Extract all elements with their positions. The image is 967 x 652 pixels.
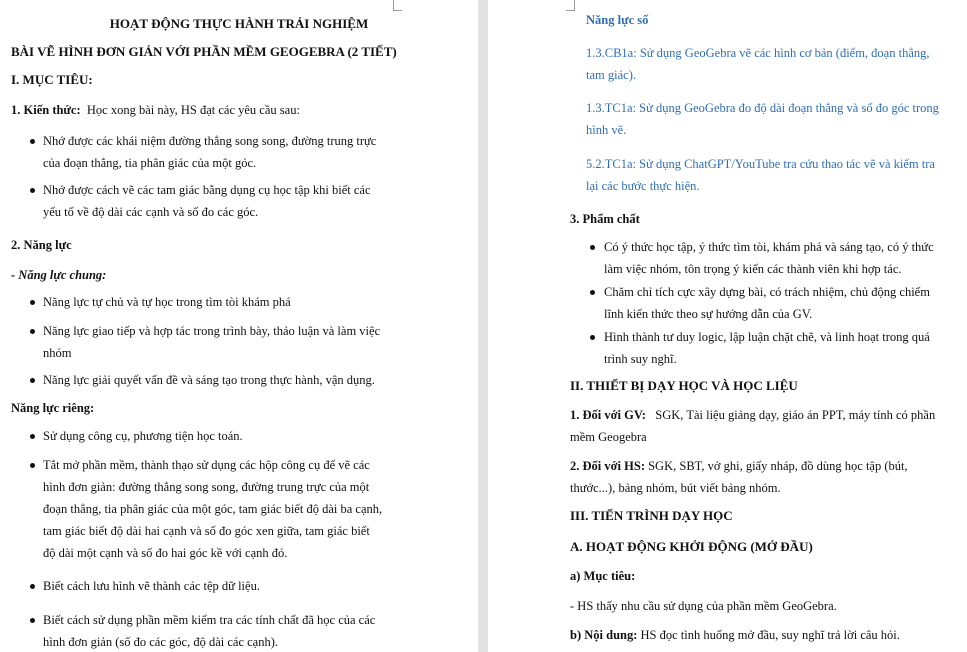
- list-item-line: độ dài một cạnh và số đo hai góc kề với cạnh đó.: [43, 546, 288, 560]
- content-label: b) Nội dung:: [570, 628, 638, 642]
- bullet-dot: [30, 139, 35, 144]
- gv-text: SGK, Tài liệu giảng dạy, giáo án PPT, máy tính có phần: [655, 408, 936, 422]
- list-item-line: Năng lực giao tiếp và hợp tác trong trình bày, thảo luận và làm việc: [43, 324, 381, 338]
- list-item-line: Biết cách lưu hình vẽ thành các tệp dữ liệu.: [43, 579, 260, 593]
- digital-item-line: hình vẽ.: [586, 123, 627, 137]
- gv-text-continued: mềm Geogebra: [570, 430, 647, 444]
- page-title: HOẠT ĐỘNG THỰC HÀNH TRẢI NGHIỆM: [109, 16, 369, 31]
- goal-text: - HS thấy nhu cầu sử dụng của phần mềm GeoGebra.: [570, 599, 837, 613]
- list-item-line: Năng lực tự chủ và tự học trong tìm tòi khám phá: [43, 295, 291, 309]
- bullet-dot: [30, 300, 35, 305]
- document-page-left: [0, 0, 478, 652]
- bullet-dot: [30, 434, 35, 439]
- list-item-line: Hình thành tư duy logic, lập luận chặt chẽ, và linh hoạt trong quá: [604, 330, 930, 344]
- list-item-line: Tắt mở phần mềm, thành thạo sử dụng các hộp công cụ để vẽ các: [43, 458, 370, 472]
- page-corner-mark: [393, 0, 402, 11]
- section-equipment-heading: II. THIẾT BỊ DẠY HỌC VÀ HỌC LIỆU: [570, 378, 798, 393]
- hs-label: 2. Đối với HS:: [570, 459, 645, 473]
- list-item-line: lĩnh kiến thức theo sự hướng dẫn của GV.: [604, 307, 813, 321]
- bullet-dot: [30, 584, 35, 589]
- goal-label: a) Mục tiêu:: [570, 569, 636, 583]
- quality-heading: 3. Phẩm chất: [570, 212, 640, 226]
- bullet-dot: [590, 335, 595, 340]
- digital-item-line: lại các bước thực hiện.: [586, 179, 700, 193]
- list-item-line: tam giác biết độ dài hai cạnh và số đo góc xen giữa, tam giác biết: [43, 524, 370, 538]
- list-item-line: đoạn thẳng, tia phân giác của một góc, tam giác biết độ dài ba cạnh,: [43, 502, 383, 516]
- gv-label: 1. Đối với GV:: [570, 408, 646, 422]
- knowledge-label: 1. Kiến thức:: [11, 103, 81, 117]
- knowledge-text: Học xong bài này, HS đạt các yêu cầu sau:: [86, 103, 300, 117]
- list-item-line: trình suy nghĩ.: [604, 352, 677, 366]
- list-item-line: hình đơn giản (số đo các góc, độ dài các cạnh).: [43, 635, 278, 649]
- digital-item-line: 1.3.TC1a: Sử dụng GeoGebra đo độ dài đoạn thẳng và số đo góc trong: [586, 101, 939, 115]
- hs-text: SGK, SBT, vở ghi, giấy nháp, đồ dùng học tập (bút,: [648, 459, 908, 473]
- specific-competence-label: Năng lực riêng:: [11, 401, 95, 415]
- list-item-line: của đoạn thẳng, tia phân giác của một góc.: [43, 156, 257, 170]
- list-item-line: Chăm chỉ tích cực xây dựng bài, có trách nhiệm, chủ động chiếm: [604, 285, 930, 299]
- bullet-dot: [30, 463, 35, 468]
- gv-paragraph: [570, 407, 935, 423]
- list-item-line: hình đơn giản: đường thẳng song song, đường trung trực của một: [43, 480, 370, 494]
- list-item-line: làm việc nhóm, tôn trọng ý kiến các thành viên khi hợp tác.: [604, 262, 902, 276]
- list-item-line: Nhớ được các khái niệm đường thẳng song song, đường trung trực: [43, 134, 377, 148]
- lesson-title: BÀI VẼ HÌNH ĐƠN GIẢN VỚI PHẦN MỀM GEOGEBRA (2 TIẾT): [11, 44, 397, 59]
- list-item-line: nhóm: [43, 346, 72, 360]
- page-gap: [478, 0, 488, 652]
- digital-competence-label: Năng lực số: [586, 13, 649, 27]
- digital-item-line: 5.2.TC1a: Sử dụng ChatGPT/YouTube tra cứu thao tác vẽ và kiểm tra: [586, 157, 935, 171]
- list-item-line: Nhớ được cách vẽ các tam giác bằng dụng cụ học tập khi biết các: [43, 183, 371, 197]
- list-item-line: Sử dụng công cụ, phương tiện học toán.: [43, 429, 243, 443]
- hs-paragraph: [570, 458, 908, 474]
- list-item-line: yếu tố về độ dài các cạnh và số đo các góc.: [43, 205, 259, 219]
- section-objectives-heading: I. MỤC TIÊU:: [11, 72, 93, 87]
- page-corner-mark: [566, 0, 575, 11]
- knowledge-paragraph: [11, 102, 300, 118]
- section-process-heading: III. TIẾN TRÌNH DẠY HỌC: [570, 508, 733, 523]
- hs-text-continued: thước...), bảng nhóm, bút viết bảng nhóm.: [570, 481, 781, 495]
- bullet-dot: [30, 618, 35, 623]
- general-competence-label: - Năng lực chung:: [11, 268, 107, 282]
- competence-heading: 2. Năng lực: [11, 238, 72, 252]
- list-item-line: Năng lực giải quyết vấn đề và sáng tạo trong thực hành, vận dụng.: [43, 373, 375, 387]
- content-text: HS đọc tình huống mở đầu, suy nghĩ trả lời câu hỏi.: [640, 628, 900, 642]
- document-page-right: [488, 0, 967, 652]
- bullet-dot: [30, 188, 35, 193]
- bullet-dot: [590, 245, 595, 250]
- digital-item-line: tam giác).: [586, 68, 636, 82]
- list-item-line: Có ý thức học tập, ý thức tìm tòi, khám phá và sáng tạo, có ý thức: [604, 240, 934, 254]
- bullet-dot: [590, 290, 595, 295]
- bullet-dot: [30, 378, 35, 383]
- bullet-dot: [30, 329, 35, 334]
- digital-item-line: 1.3.CB1a: Sử dụng GeoGebra vẽ các hình cơ bản (điểm, đoạn thẳng,: [586, 46, 930, 60]
- list-item-line: Biết cách sử dụng phần mềm kiểm tra các tính chất đã học của các: [43, 613, 376, 627]
- content-paragraph: [570, 627, 900, 643]
- activity-a-heading: A. HOẠT ĐỘNG KHỞI ĐỘNG (MỞ ĐẦU): [570, 539, 813, 554]
